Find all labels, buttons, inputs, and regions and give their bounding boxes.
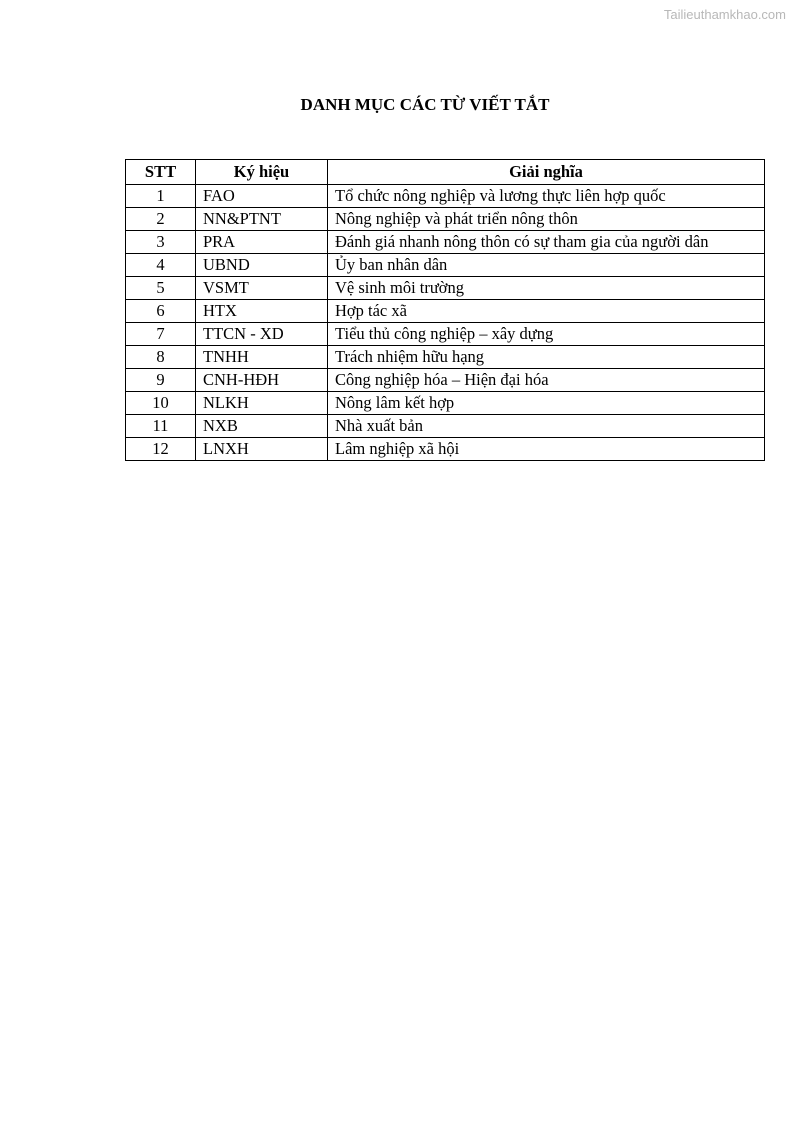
symbol-cell: HTX [196,300,328,323]
table-row [126,369,765,392]
stt-cell: 7 [126,323,196,346]
table-row [126,300,765,323]
table-row [126,208,765,231]
table-row [126,392,765,415]
table-row [126,346,765,369]
stt-cell: 1 [126,185,196,208]
header-symbol: Ký hiệu [196,160,328,185]
symbol-cell: TNHH [196,346,328,369]
table-row [126,323,765,346]
meaning-cell: Công nghiệp hóa – Hiện đại hóa [328,369,765,392]
meaning-cell: Nông lâm kết hợp [328,392,765,415]
meaning-cell: Tổ chức nông nghiệp và lương thực liên hợp quốc [328,185,765,208]
stt-cell: 11 [126,415,196,438]
table-row [126,231,765,254]
meaning-cell: Tiểu thủ công nghiệp – xây dựng [328,323,765,346]
stt-cell: 6 [126,300,196,323]
symbol-cell: NLKH [196,392,328,415]
stt-cell: 12 [126,438,196,461]
table-row [126,438,765,461]
table-row [126,185,765,208]
abbreviations-table [125,159,765,461]
header-meaning: Giải nghĩa [328,160,765,185]
watermark: Tailieuthamkhao.com [663,7,786,22]
symbol-cell: TTCN - XD [196,323,328,346]
symbol-cell: NN&PTNT [196,208,328,231]
symbol-cell: CNH-HĐH [196,369,328,392]
table-row [126,254,765,277]
table-row [126,277,765,300]
meaning-cell: Lâm nghiệp xã hội [328,438,765,461]
meaning-cell: Ủy ban nhân dân [328,254,765,277]
meaning-cell: Nhà xuất bản [328,415,765,438]
meaning-cell: Vệ sinh môi trường [328,277,765,300]
page-title: DANH MỤC CÁC TỪ VIẾT TẮT [300,95,550,114]
meaning-cell: Đánh giá nhanh nông thôn có sự tham gia của người dân [328,231,765,254]
header-stt: STT [126,160,196,185]
table-row [126,415,765,438]
stt-cell: 10 [126,392,196,415]
symbol-cell: NXB [196,415,328,438]
symbol-cell: UBND [196,254,328,277]
stt-cell: 4 [126,254,196,277]
symbol-cell: FAO [196,185,328,208]
stt-cell: 2 [126,208,196,231]
table-header-row [126,160,765,185]
symbol-cell: PRA [196,231,328,254]
stt-cell: 8 [126,346,196,369]
meaning-cell: Trách nhiệm hữu hạng [328,346,765,369]
stt-cell: 9 [126,369,196,392]
stt-cell: 3 [126,231,196,254]
symbol-cell: LNXH [196,438,328,461]
meaning-cell: Hợp tác xã [328,300,765,323]
stt-cell: 5 [126,277,196,300]
symbol-cell: VSMT [196,277,328,300]
meaning-cell: Nông nghiệp và phát triển nông thôn [328,208,765,231]
